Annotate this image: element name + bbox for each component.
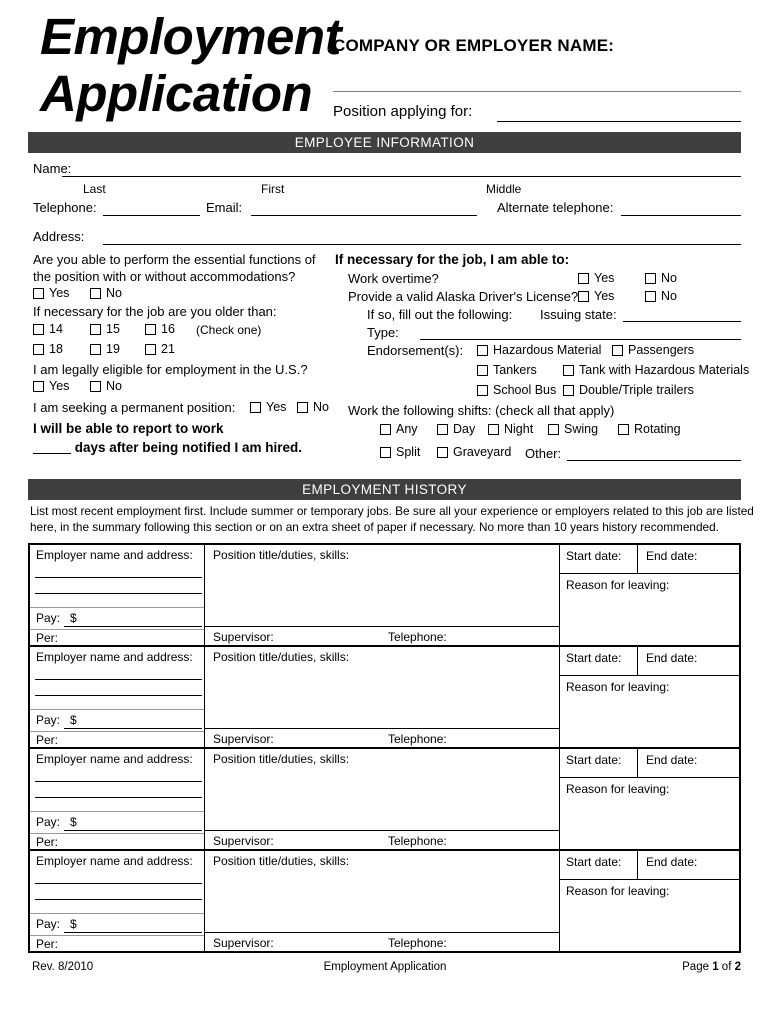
age-19-option[interactable] <box>90 342 120 356</box>
employer-name-address-label: Employer name and address: <box>36 548 193 562</box>
address-label: Address: <box>33 229 85 244</box>
history-intro-line2: here, in the summary following this section or on an extra sheet of paper if necessary. No more than 10 years history recommended. <box>30 520 719 534</box>
name-sub-last: Last <box>83 182 106 196</box>
pay-row-divider <box>30 709 204 710</box>
position-title-label: Position title/duties, skills: <box>213 752 350 766</box>
able-to-heading: If necessary for the job, I am able to: <box>335 252 570 267</box>
dollar-sign: $ <box>70 815 77 829</box>
overtime-no-checkbox[interactable] <box>645 273 656 284</box>
start-date-cell[interactable] <box>560 647 638 675</box>
telephone-label: Telephone: <box>388 936 447 950</box>
check-one-note: (Check one) <box>196 323 262 337</box>
footer-document-title: Employment Application <box>323 961 447 973</box>
address-input-line[interactable] <box>103 244 741 245</box>
alternate-telephone-label: Alternate telephone: <box>497 200 614 215</box>
permanent-yes-label: Yes <box>266 400 287 414</box>
per-row-divider <box>30 833 204 834</box>
age-16-checkbox[interactable] <box>145 324 156 335</box>
end-date-label: End date: <box>646 855 698 869</box>
shift-day-label: Day <box>453 422 476 436</box>
start-date-label: Start date: <box>566 753 622 767</box>
pay-row-divider <box>30 913 204 914</box>
permanent-yes-checkbox[interactable] <box>250 402 261 413</box>
shift-day-option[interactable] <box>437 422 475 436</box>
employer-input-line-1[interactable] <box>35 781 202 782</box>
essential-no-checkbox[interactable] <box>90 288 101 299</box>
per-label: Per: <box>36 733 59 747</box>
drivers-license-question: Provide a valid Alaska Driver's License? <box>348 289 579 304</box>
reason-for-leaving-label: Reason for leaving: <box>566 680 670 694</box>
supervisor-row-divider <box>205 728 559 729</box>
pay-input-line[interactable] <box>64 815 202 831</box>
essential-no-label: No <box>106 286 122 300</box>
license-no-option[interactable] <box>645 289 677 303</box>
age-15-checkbox[interactable] <box>90 324 101 335</box>
employer-name-address-label: Employer name and address: <box>36 752 193 766</box>
per-row-divider <box>30 731 204 732</box>
per-row-divider <box>30 935 204 936</box>
shift-night-option[interactable] <box>488 422 533 436</box>
endorsement-tankers-checkbox[interactable] <box>477 365 488 376</box>
overtime-yes-label: Yes <box>594 271 615 285</box>
work-overtime-question: Work overtime? <box>348 271 439 286</box>
position-title-label: Position title/duties, skills: <box>213 548 350 562</box>
pay-input-line[interactable] <box>64 713 202 729</box>
permanent-no-checkbox[interactable] <box>297 402 308 413</box>
report-to-work-line1: I will be able to report to work <box>33 421 224 436</box>
employee-info-left-column <box>33 250 333 465</box>
history-intro-line1: List most recent employment first. Include summer or temporary jobs. Be sure all your experience or employers related to this job are listed <box>30 504 754 518</box>
shift-rotating-option[interactable] <box>618 422 681 436</box>
age-14-label: 14 <box>49 322 63 336</box>
shift-any-checkbox[interactable] <box>380 424 391 435</box>
date-row <box>560 545 739 574</box>
position-applying-label: Position applying for: <box>333 103 473 120</box>
shift-swing-option[interactable] <box>548 422 598 436</box>
end-date-label: End date: <box>646 753 698 767</box>
endorsement-school-bus-checkbox[interactable] <box>477 385 488 396</box>
eligible-no-option[interactable] <box>90 379 122 393</box>
pay-label: Pay: <box>36 917 61 931</box>
permanent-no-label: No <box>313 400 329 414</box>
age-21-label: 21 <box>161 342 175 356</box>
issuing-state-input-line[interactable] <box>623 321 741 322</box>
endorsement-hazardous-material-label: Hazardous Material <box>493 343 602 357</box>
age-19-label: 19 <box>106 342 120 356</box>
reason-for-leaving-label: Reason for leaving: <box>566 782 670 796</box>
shift-day-checkbox[interactable] <box>437 424 448 435</box>
permanent-yes-option[interactable] <box>250 400 286 414</box>
age-14-option[interactable] <box>33 322 63 336</box>
email-input-line[interactable] <box>251 215 477 216</box>
pay-row-divider <box>30 607 204 608</box>
position-cell[interactable] <box>205 545 560 645</box>
shift-rotating-checkbox[interactable] <box>618 424 629 435</box>
days-input-line[interactable] <box>33 442 71 454</box>
footer-page-number: 1 <box>712 961 719 973</box>
if-so-note: If so, fill out the following: <box>367 307 513 322</box>
age-18-checkbox[interactable] <box>33 344 44 355</box>
supervisor-label: Supervisor: <box>213 630 274 644</box>
form-title <box>40 8 341 122</box>
dates-cell <box>560 647 739 747</box>
start-date-cell[interactable] <box>560 851 638 879</box>
shift-other-input-line[interactable] <box>567 460 741 461</box>
employer-input-line-1[interactable] <box>35 577 202 578</box>
age-15-label: 15 <box>106 322 120 336</box>
shift-split-label: Split <box>396 445 421 459</box>
company-name-input-line[interactable] <box>333 91 741 92</box>
age-21-option[interactable] <box>145 342 175 356</box>
form-title-line2: Application <box>40 65 313 122</box>
endorsement-school-bus-option[interactable] <box>477 383 556 397</box>
start-date-label: Start date: <box>566 549 622 563</box>
endorsement-double-triple-label: Double/Triple trailers <box>579 383 694 397</box>
endorsement-passengers-checkbox[interactable] <box>612 345 623 356</box>
end-date-cell[interactable] <box>638 647 739 675</box>
permanent-position-question: I am seeking a permanent position: <box>33 400 236 415</box>
essential-yes-option[interactable] <box>33 286 69 300</box>
age-18-option[interactable] <box>33 342 63 356</box>
name-input-line[interactable] <box>62 176 741 177</box>
position-applying-input-line[interactable] <box>497 121 741 122</box>
overtime-yes-option[interactable] <box>578 271 614 285</box>
eligible-yes-checkbox[interactable] <box>33 381 44 392</box>
shift-split-checkbox[interactable] <box>380 447 391 458</box>
end-date-cell[interactable] <box>638 545 739 573</box>
endorsement-hazardous-material-checkbox[interactable] <box>477 345 488 356</box>
per-label: Per: <box>36 631 59 645</box>
employer-input-line-1[interactable] <box>35 883 202 884</box>
employment-history-banner: EMPLOYMENT HISTORY <box>28 479 741 500</box>
permanent-no-option[interactable] <box>297 400 329 414</box>
supervisor-row-divider <box>205 932 559 933</box>
supervisor-label: Supervisor: <box>213 732 274 746</box>
shifts-heading: Work the following shifts: (check all that apply) <box>348 403 615 418</box>
dollar-sign: $ <box>70 611 77 625</box>
company-name-label: COMPANY OR EMPLOYER NAME: <box>333 36 615 55</box>
name-label: Name: <box>33 161 72 176</box>
shift-night-checkbox[interactable] <box>488 424 499 435</box>
pay-input-line[interactable] <box>64 611 202 627</box>
form-title-line1: Employment <box>40 8 342 65</box>
report-to-work-line2-text: days after being notified I am hired. <box>74 440 303 455</box>
employment-history-block <box>30 749 739 851</box>
essential-yes-checkbox[interactable] <box>33 288 44 299</box>
footer-revision: Rev. 8/2010 <box>32 961 94 973</box>
position-cell[interactable] <box>205 851 560 951</box>
employer-input-line-2[interactable] <box>35 899 202 900</box>
eligible-no-checkbox[interactable] <box>90 381 101 392</box>
essential-functions-question-line1: Are you able to perform the essential functions of <box>33 252 316 267</box>
shift-graveyard-option[interactable] <box>437 445 511 459</box>
endorsement-tank-hazmat-checkbox[interactable] <box>563 365 574 376</box>
license-yes-option[interactable] <box>578 289 614 303</box>
endorsement-tankers-label: Tankers <box>493 363 537 377</box>
dates-cell <box>560 749 739 849</box>
telephone-label: Telephone: <box>33 200 97 215</box>
license-yes-label: Yes <box>594 289 615 303</box>
employer-cell <box>30 647 205 747</box>
essential-functions-question-line2: the position with or without accommodations? <box>33 269 296 284</box>
footer-page-word: Page <box>682 961 709 973</box>
start-date-cell[interactable] <box>560 749 638 777</box>
alternate-telephone-input-line[interactable] <box>621 215 741 216</box>
employer-name-address-label: Employer name and address: <box>36 854 193 868</box>
employer-input-line-2[interactable] <box>35 797 202 798</box>
employment-history-block <box>30 851 739 951</box>
employer-cell <box>30 545 205 645</box>
position-title-label: Position title/duties, skills: <box>213 650 350 664</box>
end-date-cell[interactable] <box>638 749 739 777</box>
age-16-option[interactable] <box>145 322 175 336</box>
telephone-label: Telephone: <box>388 834 447 848</box>
endorsement-passengers-option[interactable] <box>612 343 694 357</box>
end-date-cell[interactable] <box>638 851 739 879</box>
pay-row-divider <box>30 811 204 812</box>
per-label: Per: <box>36 937 59 951</box>
dollar-sign: $ <box>70 917 77 931</box>
dates-cell <box>560 851 739 951</box>
employment-history-table <box>28 543 741 953</box>
date-row <box>560 851 739 880</box>
start-date-label: Start date: <box>566 651 622 665</box>
endorsements-label: Endorsement(s): <box>367 343 464 358</box>
employer-name-address-label: Employer name and address: <box>36 650 193 664</box>
telephone-label: Telephone: <box>388 732 447 746</box>
overtime-no-label: No <box>661 271 677 285</box>
overtime-no-option[interactable] <box>645 271 677 285</box>
position-cell[interactable] <box>205 749 560 849</box>
age-16-label: 16 <box>161 322 175 336</box>
shift-night-label: Night <box>504 422 534 436</box>
name-sub-first: First <box>261 182 285 196</box>
supervisor-label: Supervisor: <box>213 936 274 950</box>
endorsement-double-triple-option[interactable] <box>563 383 694 397</box>
shift-other-label: Other: <box>525 446 562 461</box>
eligible-no-label: No <box>106 379 122 393</box>
endorsement-double-triple-checkbox[interactable] <box>563 385 574 396</box>
older-than-question: If necessary for the job are you older than: <box>33 304 277 319</box>
pay-input-line[interactable] <box>64 917 202 933</box>
essential-yes-label: Yes <box>49 286 70 300</box>
pay-label: Pay: <box>36 611 61 625</box>
age-21-checkbox[interactable] <box>145 344 156 355</box>
pay-label: Pay: <box>36 713 61 727</box>
per-label: Per: <box>36 835 59 849</box>
supervisor-label: Supervisor: <box>213 834 274 848</box>
essential-no-option[interactable] <box>90 286 122 300</box>
dollar-sign: $ <box>70 713 77 727</box>
license-no-checkbox[interactable] <box>645 291 656 302</box>
footer-page-total: 2 <box>734 961 741 973</box>
end-date-label: End date: <box>646 549 698 563</box>
eligible-yes-option[interactable] <box>33 379 69 393</box>
shift-any-option[interactable] <box>380 422 418 436</box>
employer-input-line-1[interactable] <box>35 679 202 680</box>
pay-label: Pay: <box>36 815 61 829</box>
position-cell[interactable] <box>205 647 560 747</box>
telephone-label: Telephone: <box>388 630 447 644</box>
endorsement-tank-hazmat-label: Tank with Hazardous Materials <box>579 363 750 377</box>
position-title-label: Position title/duties, skills: <box>213 854 350 868</box>
endorsement-tankers-option[interactable] <box>477 363 537 377</box>
employee-information-banner: EMPLOYEE INFORMATION <box>28 132 741 153</box>
supervisor-row-divider <box>205 626 559 627</box>
license-yes-checkbox[interactable] <box>578 291 589 302</box>
dates-cell <box>560 545 739 645</box>
legally-eligible-question: I am legally eligible for employment in the U.S.? <box>33 362 308 377</box>
start-date-label: Start date: <box>566 855 622 869</box>
per-row-divider <box>30 629 204 630</box>
employer-cell <box>30 851 205 951</box>
shift-swing-checkbox[interactable] <box>548 424 559 435</box>
reason-for-leaving-label: Reason for leaving: <box>566 884 670 898</box>
shift-graveyard-label: Graveyard <box>453 445 512 459</box>
employee-info-right-column <box>335 250 750 465</box>
shift-swing-label: Swing <box>564 422 599 436</box>
reason-for-leaving-label: Reason for leaving: <box>566 578 670 592</box>
license-type-input-line[interactable] <box>420 339 741 340</box>
age-15-option[interactable] <box>90 322 120 336</box>
overtime-yes-checkbox[interactable] <box>578 273 589 284</box>
license-type-label: Type: <box>367 325 399 340</box>
employer-cell <box>30 749 205 849</box>
endorsement-school-bus-label: School Bus <box>493 383 557 397</box>
age-19-checkbox[interactable] <box>90 344 101 355</box>
employer-input-line-2[interactable] <box>35 593 202 594</box>
date-row <box>560 647 739 676</box>
age-14-checkbox[interactable] <box>33 324 44 335</box>
shift-split-option[interactable] <box>380 445 420 459</box>
shift-any-label: Any <box>396 422 418 436</box>
employment-history-block <box>30 647 739 749</box>
eligible-yes-label: Yes <box>49 379 70 393</box>
report-to-work-line2 <box>33 440 302 455</box>
footer-page-indicator <box>682 961 741 973</box>
endorsement-passengers-label: Passengers <box>628 343 695 357</box>
supervisor-row-divider <box>205 830 559 831</box>
employer-input-line-2[interactable] <box>35 695 202 696</box>
endorsement-tank-hazmat-option[interactable] <box>563 363 749 377</box>
age-18-label: 18 <box>49 342 63 356</box>
end-date-label: End date: <box>646 651 698 665</box>
shift-graveyard-checkbox[interactable] <box>437 447 448 458</box>
license-no-label: No <box>661 289 677 303</box>
start-date-cell[interactable] <box>560 545 638 573</box>
issuing-state-label: Issuing state: <box>540 307 617 322</box>
shift-rotating-label: Rotating <box>634 422 681 436</box>
date-row <box>560 749 739 778</box>
endorsement-hazardous-material-option[interactable] <box>477 343 601 357</box>
employment-history-block <box>30 545 739 647</box>
telephone-input-line[interactable] <box>103 215 200 216</box>
footer-of-word: of <box>721 961 732 973</box>
email-label: Email: <box>206 200 243 215</box>
name-sub-middle: Middle <box>486 182 522 196</box>
